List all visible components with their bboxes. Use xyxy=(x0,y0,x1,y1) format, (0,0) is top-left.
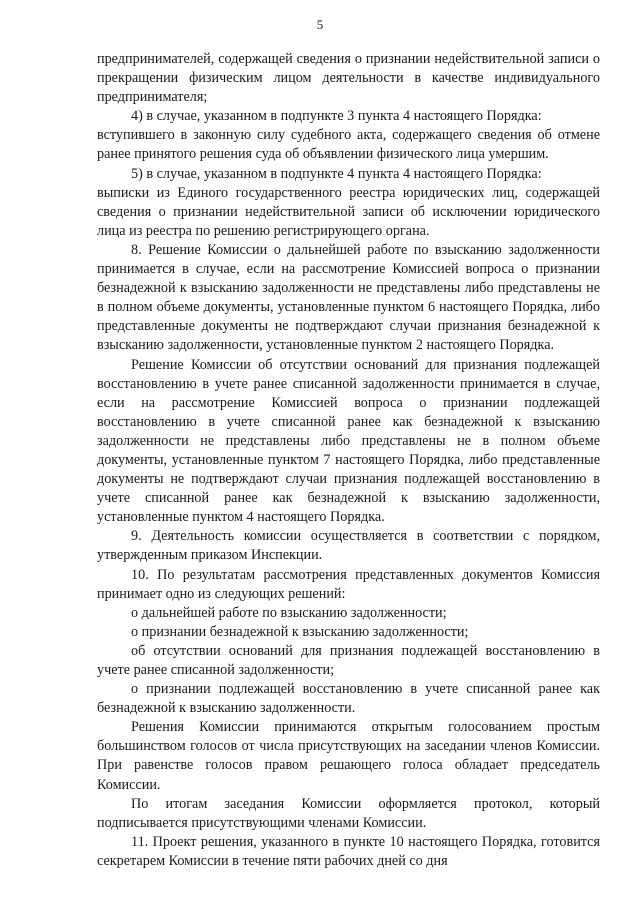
paragraph: 5) в случае, указанном в подпункте 4 пункта 4 настоящего Порядка: xyxy=(131,165,542,182)
paragraph: вступившего в законную силу судебного акта, содержащего сведения об отмене ранее принятого решения суда об объявлении физического лица умершим. xyxy=(97,127,600,163)
paragraph: 4) в случае, указанном в подпункте 3 пункта 4 настоящего Порядка: xyxy=(131,108,542,125)
paragraph: 10. По результатам рассмотрения представленных документов Комиссия принимает одно из следующих решений: xyxy=(97,566,600,602)
paragraph: предпринимателей, содержащей сведения о признании недействительной записи о прекращении физическим лицом деятельности в качестве индивидуального предпринимателя; xyxy=(97,51,600,106)
paragraph: По итогам заседания Комиссии оформляется протокол, который подписывается присутствующими членами Комиссии. xyxy=(97,795,600,831)
paragraph: 11. Проект решения, указанного в пункте 10 настоящего Порядка, готовится секретарем Комиссии в течение пяти рабочих дней со дня xyxy=(97,833,600,869)
paragraph: о признании подлежащей восстановлению в учете списанной ранее как безнадежной к взысканию задолженности. xyxy=(97,681,600,717)
paragraph: Решения Комиссии принимаются открытым голосованием простым большинством голосов от числа присутствующих на заседании членов Комиссии. При равенстве голосов правом решающего голоса обладает председатель Комиссии. xyxy=(97,719,600,793)
paragraph: об отсутствии оснований для признания подлежащей восстановлению в учете ранее списанной задолженности; xyxy=(97,642,600,678)
page-number: 5 xyxy=(316,17,324,32)
paragraph: выписки из Единого государственного реестра юридических лиц, содержащей сведения о признании недействительной записи об исключении юридического лица из реестра по решению регистрирующего органа. xyxy=(97,184,600,239)
paragraph: 9. Деятельность комиссии осуществляется в соответствии с порядком, утвержденным приказом Инспекции. xyxy=(97,528,600,564)
document-body xyxy=(97,50,600,871)
paragraph: 8. Решение Комиссии о дальнейшей работе по взысканию задолженности принимается в случае, если на рассмотрение Комиссией вопроса о признании безнадежной к взысканию задолженности не представлены либо представлены не в полном объеме документы, установленные пунктом 6 настоящего Порядка, либо представленные документы не подтверждают случаи признания безнадежной к взысканию задолженности, установленные пунктом 2 настоящего Порядка. xyxy=(97,241,600,354)
paragraph: о дальнейшей работе по взысканию задолженности; xyxy=(131,604,447,621)
paragraph: Решение Комиссии об отсутствии оснований для признания подлежащей восстановлению в учете ранее списанной задолженности принимается в случае, если на рассмотрение Комиссией вопроса о признании подлежащей восстановлению в учете списанной ранее как безнадежной к взысканию задолженности не представлены либо представлены не в полном объеме документы, установленные пунктом 7 настоящего Порядка, либо представленные документы не подтверждают случаи признания подлежащей восстановлению в учете списанной ранее как безнадежной к взысканию задолженности, установленные пунктом 4 настоящего Порядка. xyxy=(97,356,600,526)
paragraph: о признании безнадежной к взысканию задолженности; xyxy=(131,623,469,640)
